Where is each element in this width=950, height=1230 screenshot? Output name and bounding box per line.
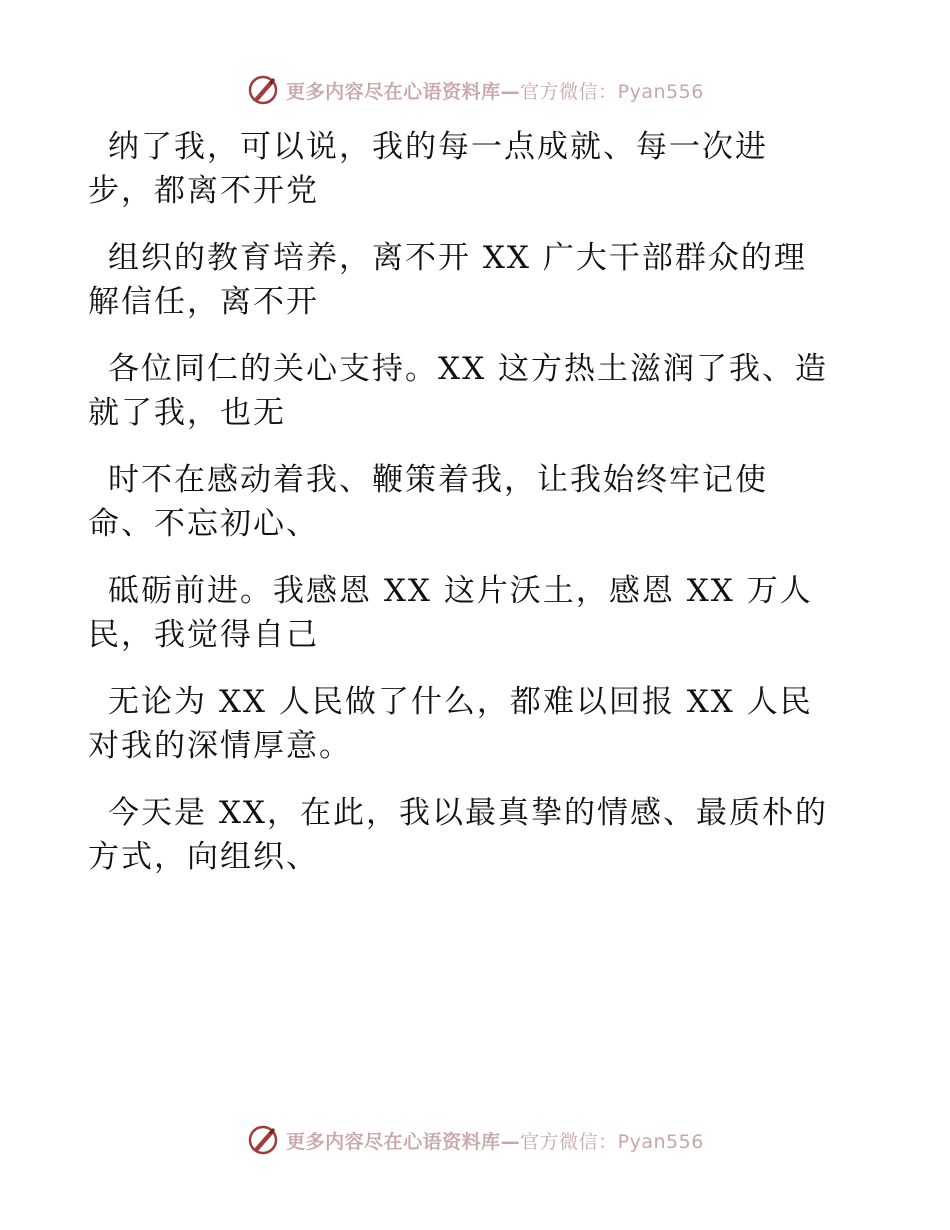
- paragraph-line: 砥砺前进。我感恩 XX 这片沃土，感恩 XX 万人: [108, 573, 813, 609]
- paragraph: [88, 791, 858, 879]
- pen-logo-icon: [246, 1123, 280, 1157]
- paragraph-line: 无论为 XX 人民做了什么，都难以回报 XX 人民: [108, 684, 813, 720]
- header-banner-text: [286, 77, 704, 104]
- paragraph-line: 各位同仁的关心支持。XX 这方热土滋润了我、造: [108, 351, 828, 387]
- paragraph-line: 民，我觉得自己: [88, 617, 319, 653]
- footer-banner-main: 更多内容尽在心语资料库: [286, 1130, 501, 1153]
- paragraph-line: 纳了我，可以说，我的每一点成就、每一次进: [108, 129, 768, 165]
- paragraph-line: 就了我，也无: [88, 395, 286, 431]
- document-body: [88, 125, 858, 902]
- paragraph-line: 对我的深情厚意。: [88, 728, 352, 764]
- pen-logo-icon: [246, 73, 280, 107]
- paragraph-line: 步，都离不开党: [88, 173, 319, 209]
- paragraph-line: 方式，向组织、: [88, 839, 319, 875]
- header-banner: [0, 70, 950, 110]
- paragraph-line: 今天是 XX，在此，我以最真挚的情感、最质朴的: [108, 795, 828, 831]
- header-banner-dash: —: [500, 80, 521, 103]
- footer-banner-dash: —: [500, 1130, 521, 1153]
- paragraph: [88, 125, 858, 213]
- paragraph: [88, 236, 858, 324]
- paragraph: [88, 569, 858, 657]
- paragraph-line: 时不在感动着我、鞭策着我，让我始终牢记使: [108, 462, 768, 498]
- header-banner-main: 更多内容尽在心语资料库: [286, 80, 501, 103]
- paragraph-line: 组织的教育培养，离不开 XX 广大干部群众的理: [108, 240, 807, 276]
- header-banner-wechat: 官方微信：Pyan556: [520, 80, 704, 103]
- paragraph: [88, 680, 858, 768]
- footer-banner: [0, 1120, 950, 1160]
- paragraph-line: 解信任，离不开: [88, 284, 319, 320]
- footer-banner-text: [286, 1127, 704, 1154]
- footer-banner-wechat: 官方微信：Pyan556: [520, 1130, 704, 1153]
- paragraph-line: 命、不忘初心、: [88, 506, 319, 542]
- paragraph: [88, 458, 858, 546]
- paragraph: [88, 347, 858, 435]
